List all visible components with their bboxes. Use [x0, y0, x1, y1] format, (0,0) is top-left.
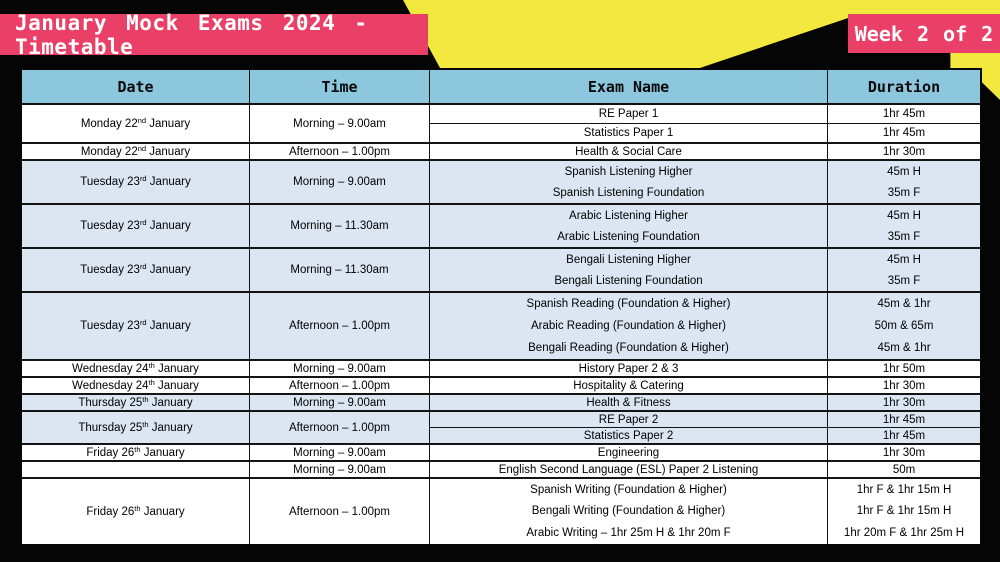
exam-name-cell — [430, 249, 828, 291]
exam-name-cell — [430, 412, 828, 443]
week-banner — [848, 14, 1000, 53]
time-cell: Morning – 9.00am — [250, 445, 430, 460]
exam-name: Health & Social Care — [575, 145, 682, 158]
exam-name-cell — [430, 361, 828, 376]
date-text-month: January — [146, 145, 191, 158]
exam-duration: 1hr 30m — [882, 379, 926, 392]
exam-name: RE Paper 1 — [598, 108, 659, 120]
duration-cell — [828, 105, 980, 142]
date-text-month: January — [140, 446, 185, 459]
date-text-month: January — [146, 117, 191, 130]
exam-name-cell — [430, 445, 828, 460]
time-cell: Morning – 9.00am — [250, 462, 430, 477]
exam-name: Engineering — [597, 446, 660, 459]
time-cell: Morning – 11.30am — [250, 249, 430, 291]
exam-duration: 35m F — [887, 186, 921, 199]
duration-cell — [828, 293, 980, 359]
duration-cell — [828, 378, 980, 393]
exam-name: RE Paper 2 — [598, 413, 659, 426]
date-text-month: January — [146, 220, 191, 232]
exam-name: Spanish Listening Foundation — [552, 186, 705, 199]
exam-duration: 1hr 45m — [828, 123, 980, 142]
table-row — [22, 376, 980, 393]
date-text: Friday 26 — [86, 505, 135, 518]
column-header-time: Time — [250, 70, 430, 103]
exam-duration: 45m H — [887, 165, 921, 178]
table-row — [22, 410, 980, 443]
duration-cell — [828, 479, 980, 544]
column-header-duration: Duration — [867, 77, 941, 96]
column-header-date: Date — [22, 70, 250, 103]
title-banner — [0, 10, 428, 59]
date-text: Tuesday 23 — [80, 264, 140, 276]
exam-duration: 35m F — [887, 230, 921, 243]
table-row — [22, 247, 980, 291]
table-row — [22, 291, 980, 359]
date-text-month: January — [146, 176, 191, 188]
date-text: Wednesday 24 — [72, 379, 149, 392]
duration-cell — [828, 161, 980, 203]
time-cell: Afternoon – 1.00pm — [250, 479, 430, 544]
exam-duration: 1hr 45m — [882, 413, 926, 426]
exam-duration: 35m F — [887, 274, 921, 287]
exam-name: Bengali Reading (Foundation & Higher) — [528, 342, 729, 354]
exam-name-cell — [430, 378, 828, 393]
exam-name: Spanish Listening Higher — [564, 165, 693, 178]
exam-duration: 1hr 20m F & 1hr 25m H — [843, 527, 965, 540]
date-text: Thursday 25 — [78, 421, 143, 434]
page-title: January Mock Exams 2024 - Timetable — [15, 10, 368, 59]
table-row — [22, 443, 980, 460]
exam-name-cell — [430, 479, 828, 544]
date-text: Tuesday 23 — [80, 320, 140, 332]
date-text: Monday 22 — [80, 145, 138, 158]
date-cell: Monday 22 $^{nd}$ January — [22, 105, 250, 142]
date-text: Tuesday 23 — [80, 176, 140, 188]
week-label: Week 2 of 2 — [854, 21, 994, 46]
exam-duration: 1hr F & 1hr 15m H — [856, 483, 952, 496]
exam-name: Arabic Writing – 1hr 25m H & 1hr 20m F — [526, 527, 731, 540]
exam-name: Statistics Paper 1 — [430, 123, 827, 142]
table-row — [22, 142, 980, 159]
exam-duration: 1hr 30m — [882, 396, 926, 409]
exam-duration: 45m & 1hr — [877, 298, 931, 310]
exam-name: English Second Language (ESL) Paper 2 Listening — [498, 463, 759, 476]
exam-name-cell — [430, 293, 828, 359]
date-cell: Wednesday 24 $^{th}$ January — [22, 361, 250, 376]
time-cell: Afternoon – 1.00pm — [250, 412, 430, 443]
exam-duration: 1hr 50m — [882, 362, 926, 375]
table-row — [22, 159, 980, 203]
exam-duration: 45m H — [887, 209, 921, 222]
time-cell: Afternoon – 1.00pm — [250, 378, 430, 393]
duration-cell — [828, 445, 980, 460]
duration-cell — [828, 361, 980, 376]
duration-cell — [828, 395, 980, 410]
exam-name-cell — [430, 161, 828, 203]
date-text-month: January — [148, 421, 193, 434]
column-header-exam-name: Exam Name — [430, 70, 828, 103]
table-row — [22, 359, 980, 376]
exam-name-cell — [430, 144, 828, 159]
exam-name: Bengali Listening Foundation — [554, 274, 703, 287]
table-row — [22, 203, 980, 247]
date-text-month: January — [148, 396, 193, 409]
table-row — [22, 105, 980, 142]
date-cell: Friday 26 $^{th}$ January — [22, 445, 250, 460]
date-text: Friday 26 — [86, 446, 135, 459]
exam-name: Arabic Reading (Foundation & Higher) — [531, 320, 726, 332]
date-cell: Thursday 25 $^{th}$ January — [22, 395, 250, 410]
table-row — [22, 393, 980, 410]
exam-duration: 45m H — [887, 253, 921, 266]
exam-name: Arabic Listening Higher — [569, 209, 688, 222]
date-text: Tuesday 23 — [80, 220, 140, 232]
table-body — [22, 105, 980, 544]
exam-duration: 1hr F & 1hr 15m H — [856, 505, 952, 518]
time-cell: Morning – 11.30am — [250, 205, 430, 247]
time-cell: Morning – 9.00am — [250, 161, 430, 203]
exam-duration: 45m & 1hr — [877, 342, 931, 354]
date-text-month: January — [154, 379, 199, 392]
exam-name: Spanish Reading (Foundation & Higher) — [526, 298, 731, 310]
exam-name-cell — [430, 395, 828, 410]
table-row — [22, 477, 980, 544]
time-cell: Morning – 9.00am — [250, 361, 430, 376]
duration-cell — [828, 412, 980, 443]
exam-name: Arabic Listening Foundation — [557, 230, 700, 243]
exam-duration: 1hr 30m — [882, 446, 926, 459]
time-cell: Morning – 9.00am — [250, 395, 430, 410]
exam-duration: 1hr 30m — [882, 145, 926, 158]
exam-name: Spanish Writing (Foundation & Higher) — [530, 483, 727, 496]
time-cell: Afternoon – 1.00pm — [250, 144, 430, 159]
duration-cell — [828, 144, 980, 159]
exam-name: History Paper 2 & 3 — [578, 362, 679, 375]
exam-name-cell — [430, 462, 828, 477]
date-cell: Tuesday 23 $^{rd}$ January — [22, 293, 250, 359]
exam-duration: 1hr 45m — [828, 427, 980, 443]
date-text-month: January — [146, 320, 191, 332]
duration-cell — [828, 462, 980, 477]
date-cell: Wednesday 24 $^{th}$ January — [22, 378, 250, 393]
exam-name: Bengali Listening Higher — [566, 253, 691, 266]
exam-name: Health & Fitness — [586, 396, 671, 409]
date-cell: Tuesday 23 $^{rd}$ January — [22, 205, 250, 247]
date-text-month: January — [146, 264, 191, 276]
timetable — [20, 68, 982, 546]
exam-name-cell — [430, 205, 828, 247]
date-text: Monday 22 — [80, 117, 138, 130]
table-header-row — [22, 70, 980, 105]
time-cell: Afternoon – 1.00pm — [250, 293, 430, 359]
duration-cell — [828, 249, 980, 291]
date-cell: Friday 26 $^{th}$ January — [22, 479, 250, 544]
date-text: Thursday 25 — [78, 396, 143, 409]
date-cell: Tuesday 23 $^{rd}$ January — [22, 249, 250, 291]
date-cell: Tuesday 23 $^{rd}$ January — [22, 161, 250, 203]
date-cell: Monday 22 $^{nd}$ January — [22, 144, 250, 159]
time-cell: Morning – 9.00am — [250, 105, 430, 142]
duration-cell — [828, 205, 980, 247]
exam-name: Bengali Writing (Foundation & Higher) — [531, 505, 726, 518]
exam-duration: 1hr 45m — [882, 108, 926, 120]
date-text: Wednesday 24 — [72, 362, 149, 375]
exam-name: Hospitality & Catering — [573, 379, 684, 392]
exam-duration: 50m — [892, 463, 916, 476]
exam-duration: 50m & 65m — [874, 320, 934, 332]
date-text-month: January — [154, 362, 199, 375]
exam-name-cell — [430, 105, 828, 142]
exam-name: Statistics Paper 2 — [430, 427, 827, 443]
date-cell — [22, 462, 250, 477]
date-cell: Thursday 25 $^{th}$ January — [22, 412, 250, 443]
table-row — [22, 460, 980, 477]
date-text-month: January — [140, 505, 185, 518]
